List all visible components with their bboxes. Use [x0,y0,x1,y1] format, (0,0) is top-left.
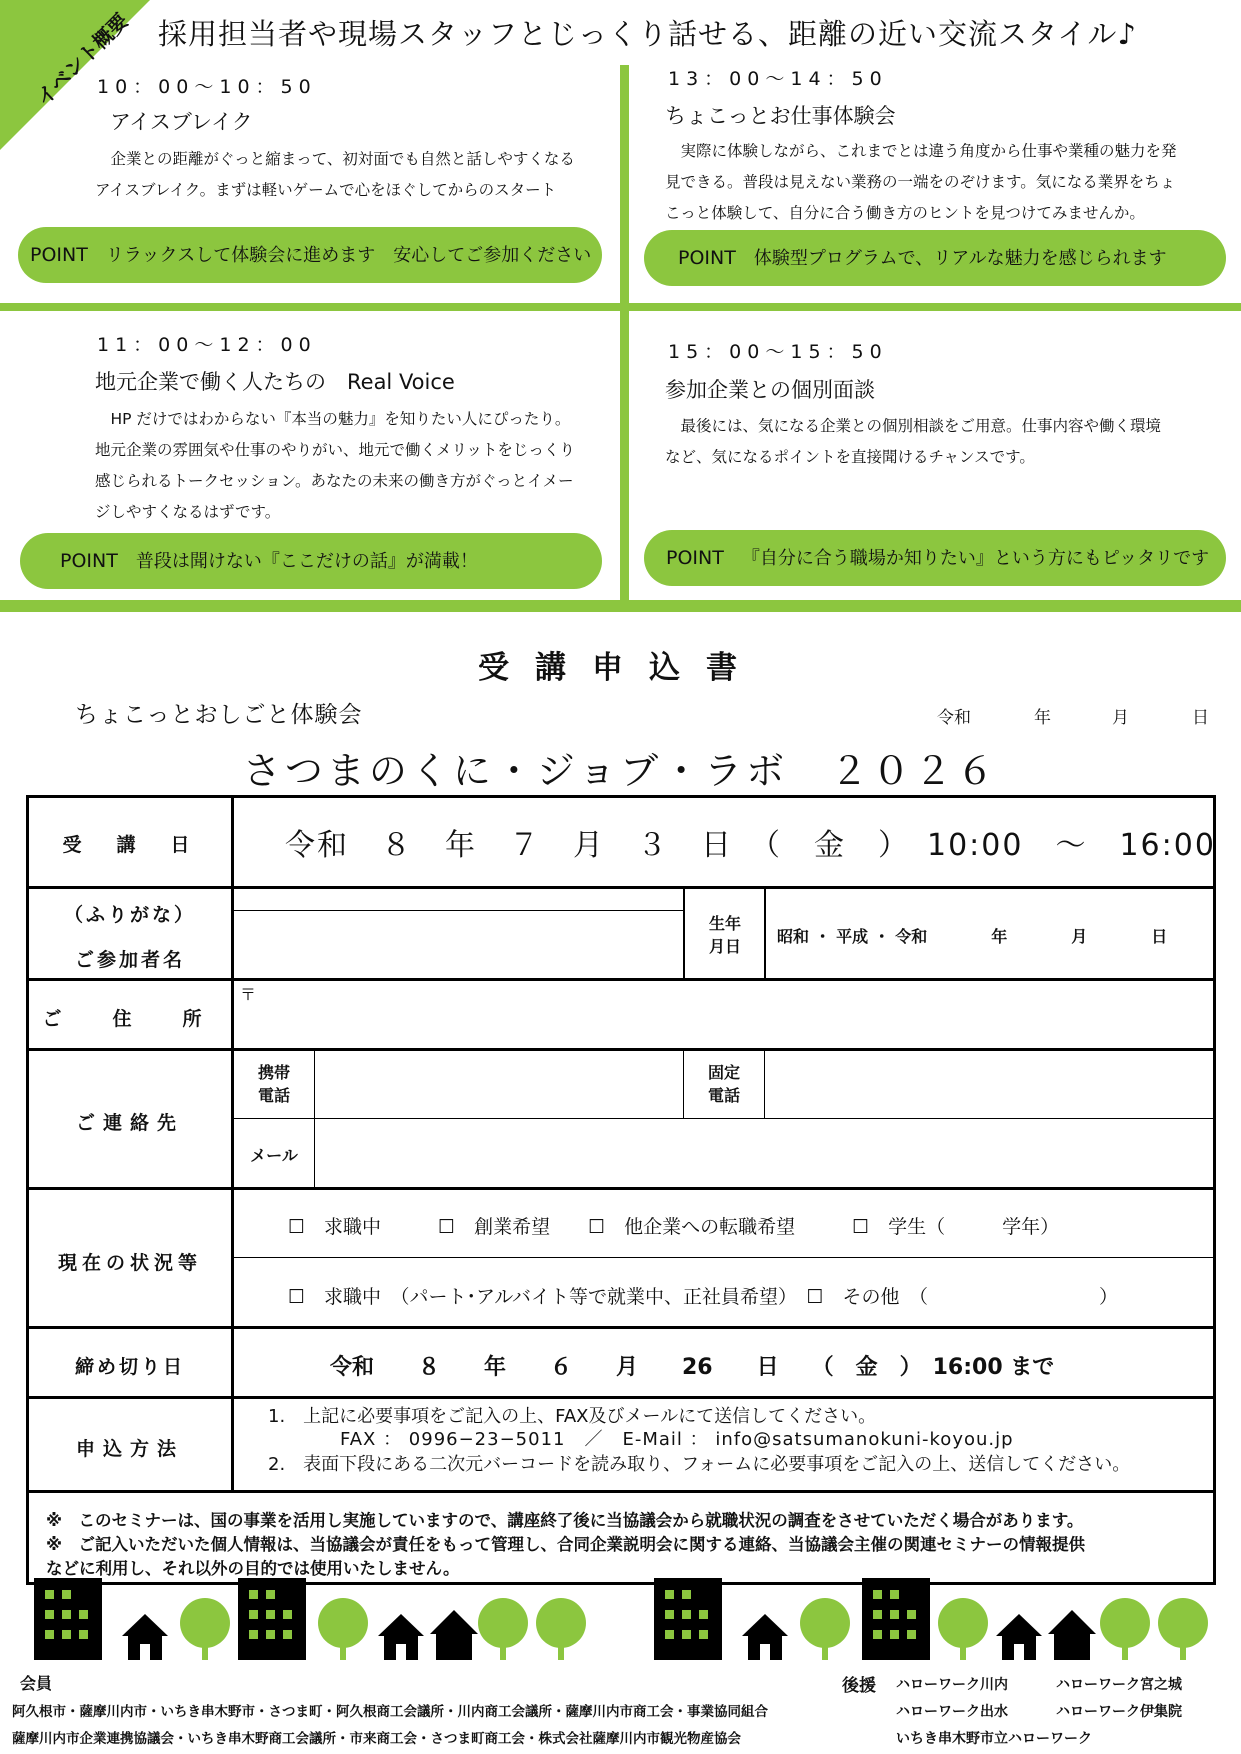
headline: 採用担当者や現場スタッフとじっくり話せる、距離の近い交流スタイル♪ [158,17,1137,51]
label-contact: ご連絡先 [75,1112,184,1134]
session-body: 実際に体験しながら、これまでとは違う角度から仕事や業種の魅力を発 見できる。普段は見えない業務の一端をのぞけます。気になる業界をちょ こっと体験して、自分に合う働き方のヒントを見つけてみませんか。 [665,142,1177,222]
method-line-1: 1. 上記に必要事項をご記入の上、FAX及びメールにて送信してください。 [268,1406,877,1427]
session-body: 企業との距離がぐっと縮まって、初対面でも自然と話しやすくなる アイスブレイク。まずは軽いゲームで心をほぐしてからのスタート [95,150,575,199]
members-line-1: 阿久根市・薩摩川内市・いちき串木野市・さつま町・阿久根商工会議所・川内商工会議所・薩摩川内市商工会・事業協同組合 [12,1704,768,1720]
mobile-input[interactable] [316,1053,682,1117]
session-title: 地元企業で働く人たちの Real Voice [95,370,455,394]
birth-value[interactable]: 昭和 ・ 平成 ・ 令和 年 月 日 [777,927,1168,946]
label-method: 申込方法 [75,1438,184,1460]
session-time: 10：00〜10：50 [97,76,317,98]
landline-input[interactable] [767,1053,1213,1117]
label-date: 受 講 日 [62,834,198,856]
session-time: 11：00〜12：00 [97,334,317,356]
support-item: いちき串木野市立ハローワーク [896,1731,1092,1747]
date-era: 令和 [937,708,971,728]
furigana-input[interactable] [234,892,683,910]
event-badge-label: イベント概要 [31,8,133,111]
postal-mark: 〒 [240,985,257,1004]
session-title: ちょこっとお仕事体験会 [665,104,896,128]
method-line-3: 2. 表面下段にある二次元バーコードを読み取り、フォームに必要事項をご記入の上、送信してください。 [268,1454,1131,1475]
note-1: ※ このセミナーは、国の事業を活用し実施していますので、講座終了後に当協議会から就職状況の調査をさせていただく場合があります。 [46,1511,1084,1530]
session-title: 参加企業との個別面談 [665,378,875,402]
support-item: ハローワーク川内 [896,1677,1008,1693]
labo-title: さつまのくに・ジョブ・ラボ ２０２６ [242,749,999,793]
form-title: 受講申込書 [478,650,763,686]
label-furigana: （ふりがな） [63,904,196,926]
date-year: 年 [1034,708,1051,728]
status-options-1[interactable]: ☐ 求職中 ☐ 創業希望 ☐ 他企業への転職希望 ☐ 学生（ 学年） [288,1216,1060,1238]
mail-input[interactable] [316,1121,1213,1185]
deadline-value: 令和 ８ 年 ６ 月 26 日 （ 金 ） 16:00 まで [330,1355,1055,1380]
name-input[interactable] [234,912,683,976]
horizontal-divider [0,303,1241,311]
method-line-2: FAX ： 0996−23−5011 ／ E-Mail ： info@satsumanokuni-koyou.jp [340,1429,1014,1450]
bottom-divider [0,600,1241,612]
event-name: ちょこっとおしごと体験会 [75,702,363,728]
label-mail: メール [250,1146,298,1165]
date-day: 日 [1192,708,1209,728]
session-body: 最後には、気になる企業との個別相談をご用意。仕事内容や働く環境 など、気になるポイントを直接聞けるチャンスです。 [665,417,1162,466]
session-time: 13：00〜14：50 [668,68,888,90]
session-body: HP だけではわからない『本当の魅力』を知りたい人にぴったり。 地元企業の雰囲気や仕事のやりがい、地元で働くメリットをじっくり 感じられるトークセッション。あなたの未来の働き方がぐっとイメー ジしやすくなるはずです。 [95,410,575,521]
support-item: ハローワーク宮之城 [1056,1677,1182,1693]
date-month: 月 [1112,708,1129,728]
label-status: 現在の状況等 [57,1252,202,1274]
session-time: 15：00〜15：50 [668,341,888,363]
label-birth: 生年 月日 [708,914,741,956]
members-line-2: 薩摩川内市企業連携協議会・いちき串木野商工会議所・市来商工会・さつま町商工会・株式会社薩摩川内市観光物産協会 [12,1731,741,1747]
point-pill: POINT 体験型プログラムで、リアルな魅力を感じられます [644,230,1226,286]
label-name: ご参加者名 [74,949,185,971]
point-pill: POINT リラックスして体験会に進めます 安心してご参加ください [18,227,602,283]
note-3: などに利用し、それ以外の目的では使用いたしません。 [46,1559,460,1578]
support-label: 後援 [842,1676,876,1696]
label-address: ご 住 所 [42,1008,218,1030]
label-landline: 固定 電話 [707,1063,740,1105]
support-item: ハローワーク伊集院 [1056,1704,1182,1720]
status-options-2[interactable]: ☐ 求職中 （パート･アルバイト等で就業中、正社員希望） ☐ その他 （ ） [288,1286,1118,1308]
note-2: ※ ご記入いただいた個人情報は、当協議会が責任をもって管理し、合同企業説明会に関する連絡、当協議会主催の関連セミナーの情報提供 [46,1535,1086,1554]
address-input[interactable] [262,982,1212,1046]
date-value: 令和 ８ 年 ７ 月 ３ 日 （ 金 ） 10:00 〜 16:00 [285,828,1216,863]
session-title: アイスブレイク [110,110,253,134]
label-deadline: 締め切り日 [74,1356,185,1378]
point-pill: POINT 『自分に合う職場か知りたい』という方にもピッタリです [644,530,1226,586]
label-mobile: 携帯 電話 [257,1063,290,1105]
support-item: ハローワーク出水 [896,1704,1008,1720]
point-pill: POINT 普段は聞けない『ここだけの話』が満載！ [20,533,602,589]
vertical-divider [620,65,629,610]
members-label: 会員 [20,1674,53,1693]
